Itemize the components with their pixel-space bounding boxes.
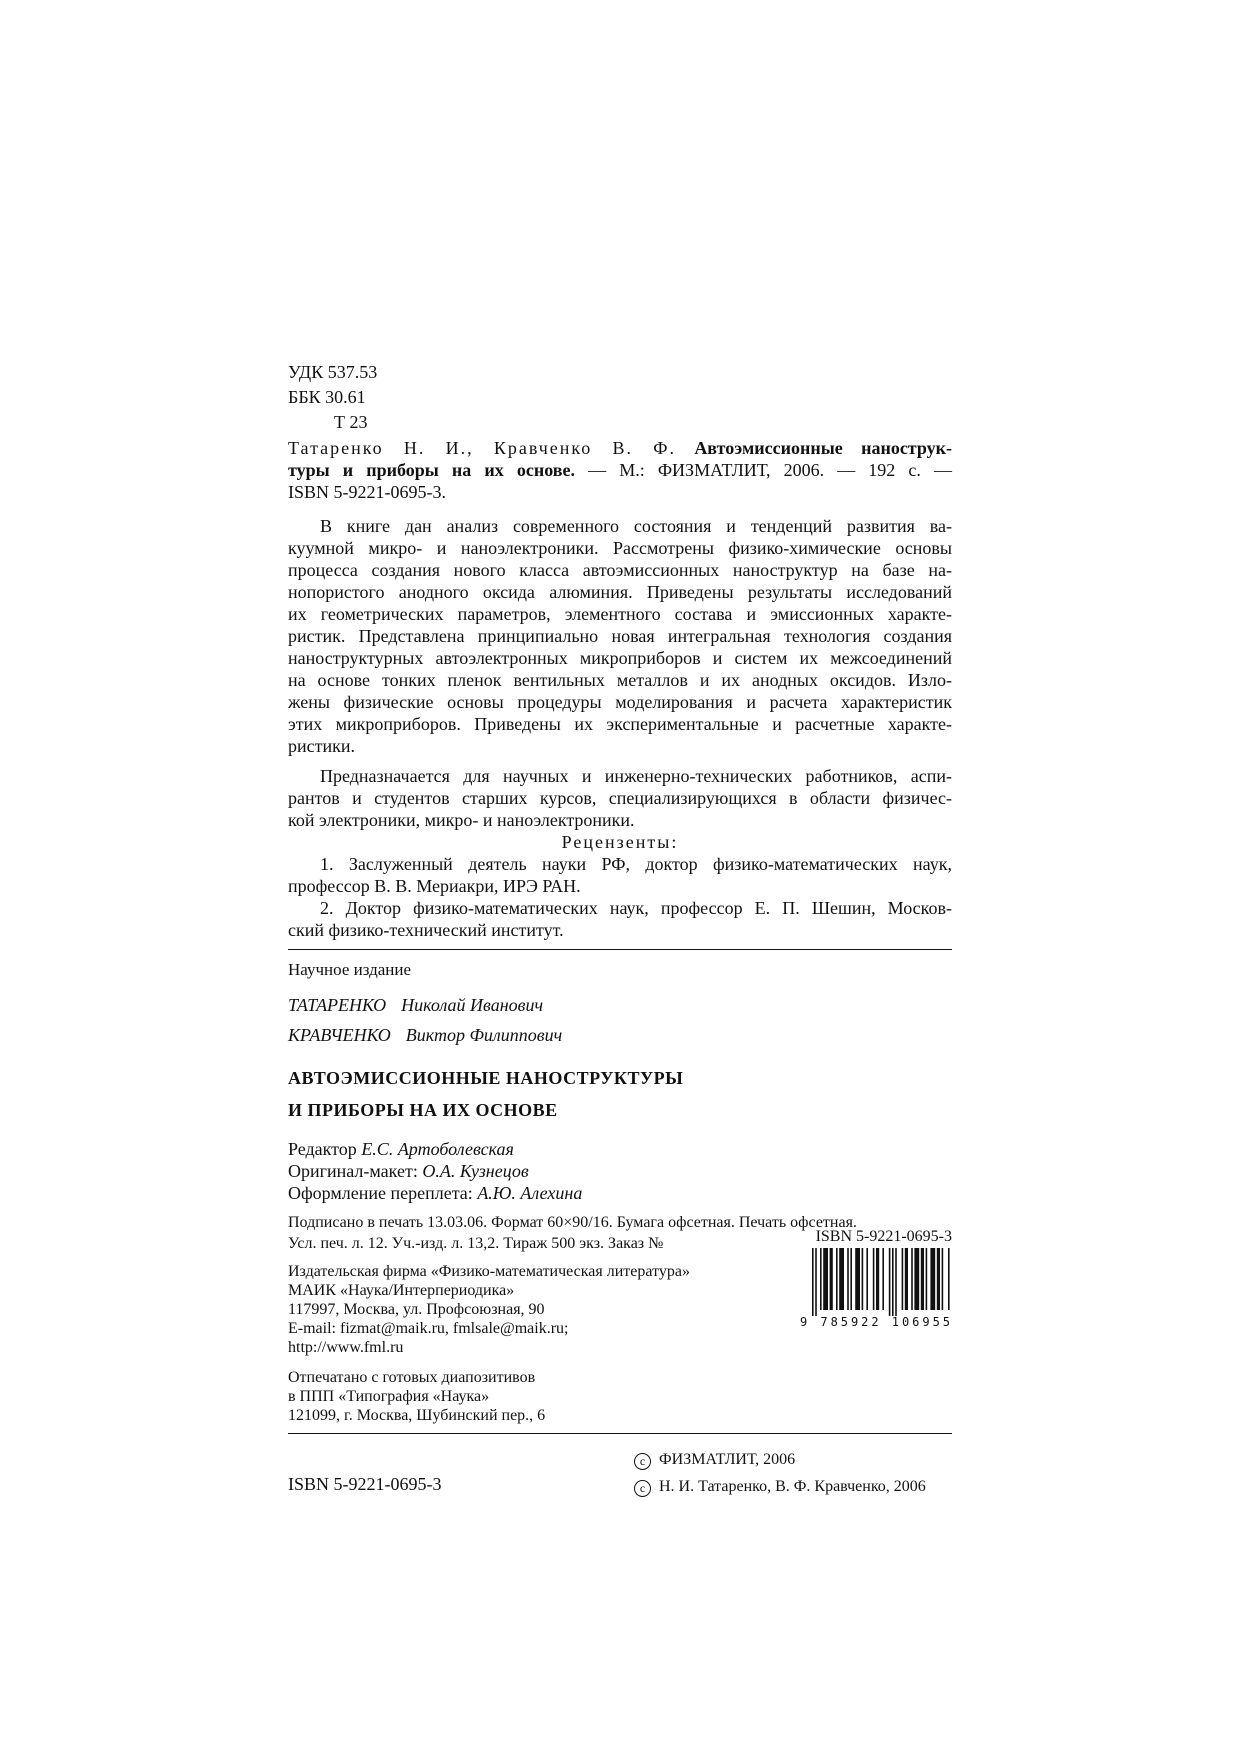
reviewers-heading: Рецензенты:	[561, 832, 679, 852]
copyright-text: ФИЗМАТЛИТ, 2006	[659, 1451, 796, 1468]
barcode-block	[798, 1228, 952, 1332]
edition-type: Научное издание	[288, 960, 412, 979]
abstract-line: процесса создания нового класса автоэмиссионных наноструктур на базе на-	[288, 560, 952, 580]
abstract-line: В книге дан анализ современного состояния и тенденций развития ва-	[320, 516, 952, 536]
abstract-line: на основе тонких пленок вентильных металлов и их анодных оксидов. Изло-	[288, 670, 952, 690]
book-title-line: И ПРИБОРЫ НА ИХ ОСНОВЕ	[288, 1100, 558, 1120]
abstract-line: их геометрических параметров, элементного состава и эмиссионных характе-	[288, 604, 952, 624]
barcode-bar	[921, 1248, 924, 1310]
barcode-icon	[798, 1246, 952, 1332]
printer-line: 121099, г. Москва, Шубинский пер., 6	[288, 1407, 546, 1424]
staff-role: Редактор	[288, 1139, 357, 1159]
abstract-line: куумной микро- и наноэлектроники. Рассмотрены физико-химические основы	[288, 538, 952, 558]
abstract-line: наноструктурных автоэлектронных микроприборов и систем их межсоединений	[288, 648, 952, 668]
reviewer-line: 1. Заслуженный деятель науки РФ, доктор физико-математических наук,	[320, 854, 952, 874]
printer-info	[288, 1368, 952, 1425]
reviewers	[288, 853, 952, 941]
reviewer-line: профессор В. В. Мериакри, ИРЭ РАН.	[288, 876, 581, 896]
staff-cover	[288, 1182, 952, 1204]
citation-authors: Татаренко Н. И., Кравченко В. Ф.	[288, 438, 677, 458]
abstract	[288, 515, 952, 757]
abstract-line: ристик. Представлена принципиально новая интегральная технология создания	[288, 626, 952, 646]
abstract-line: этих микроприборов. Приведены их экспериментальные и расчетные характе-	[288, 714, 952, 734]
barcode-bar	[930, 1248, 935, 1310]
bbk-code: ББК 30.61	[288, 387, 366, 407]
barcode-bar	[823, 1248, 828, 1310]
reviewer-line: ский физико-технический институт.	[288, 920, 564, 940]
citation-line-3: ISBN 5-9221-0695-3.	[288, 482, 446, 502]
publisher-line: 117997, Москва, ул. Профсоюзная, 90	[288, 1301, 545, 1318]
publisher-line: E-mail: fizmat@maik.ru, fmlsale@maik.ru;	[288, 1320, 569, 1337]
barcode-bar	[855, 1248, 860, 1310]
barcode-bar	[937, 1248, 940, 1310]
barcode-bar	[815, 1248, 817, 1316]
citation-line-2	[288, 459, 952, 481]
barcode-bar	[948, 1248, 950, 1310]
barcode-digits: 9 785922 106955	[800, 1315, 950, 1329]
copyright-line	[634, 1446, 926, 1473]
citation-title-part-1: Автоэмиссионные нанострук-	[694, 438, 953, 458]
barcode-bar	[847, 1248, 849, 1310]
abstract-line: ристики.	[288, 736, 355, 756]
author-surname: ТАТАРЕНКО	[288, 995, 387, 1015]
staff-credits	[288, 1138, 952, 1204]
printer-line: Отпечатано с готовых диапозитивов	[288, 1369, 536, 1386]
audience-line: рантов и студентов старших курсов, специализирующихся в области физичес-	[288, 788, 952, 808]
barcode-bar	[911, 1248, 913, 1310]
barcode-isbn: ISBN 5-9221-0695-3	[815, 1228, 952, 1245]
audience	[288, 765, 952, 831]
copyright-text: Н. И. Татаренко, В. Ф. Кравченко, 2006	[659, 1478, 926, 1495]
staff-layout	[288, 1160, 952, 1182]
isbn-bottom: ISBN 5-9221-0695-3	[288, 1474, 442, 1494]
staff-editor	[288, 1138, 952, 1160]
barcode-bar	[830, 1248, 833, 1310]
barcode-bar	[914, 1248, 919, 1310]
copyright-icon: c	[634, 1453, 651, 1470]
author-given-name: Виктор Филиппович	[405, 1025, 563, 1045]
barcode-bar	[942, 1248, 944, 1310]
copyright-icon: c	[634, 1480, 651, 1497]
publisher-line: http://www.fml.ru	[288, 1339, 404, 1356]
book-title	[288, 1062, 952, 1126]
print-info-line: Подписано в печать 13.03.06. Формат 60×90/16. Бумага офсетная. Печать офсетная.	[288, 1214, 857, 1231]
barcode-bar	[895, 1248, 897, 1316]
author-mark: Т 23	[334, 412, 368, 432]
imprint-page	[288, 362, 952, 1504]
audience-line: кой электроники, микро- и наноэлектроники.	[288, 810, 635, 830]
publisher-line: Издательская фирма «Физико-математическая литература»	[288, 1263, 690, 1280]
barcode-bar	[889, 1248, 891, 1316]
barcode-bar	[866, 1248, 868, 1310]
book-title-line: АВТОЭМИССИОННЫЕ НАНОСТРУКТУРЫ	[288, 1068, 684, 1088]
udk-code: УДК 537.53	[288, 362, 378, 382]
barcode-bar	[873, 1248, 875, 1310]
barcode-bar	[820, 1248, 822, 1310]
copyright-block	[634, 1446, 926, 1500]
publisher-line: МАИК «Наука/Интерпериодика»	[288, 1282, 515, 1299]
printer-line: в ППП «Типография «Наука»	[288, 1388, 490, 1405]
audience-line: Предназначается для научных и инженерно-технических работников, аспи-	[320, 766, 952, 786]
copyright-line	[634, 1473, 926, 1500]
barcode-bar	[892, 1248, 894, 1316]
reviewer-line: 2. Доктор физико-математических наук, профессор Е. П. Шешин, Москов-	[320, 898, 952, 918]
author-given-name: Николай Иванович	[401, 995, 544, 1015]
author-1	[288, 990, 952, 1020]
barcode-bar	[836, 1248, 838, 1310]
citation-title-part-2: туры и приборы на их основе.	[288, 460, 576, 480]
barcode-bar	[902, 1248, 904, 1310]
bibliographic-citation	[288, 437, 952, 503]
citation-publisher: — М.: ФИЗМАТЛИТ, 2006. — 192 с. —	[588, 460, 953, 480]
staff-role: Оформление переплета:	[288, 1183, 473, 1203]
footer-block	[288, 1434, 952, 1504]
author-surname: КРАВЧЕНКО	[288, 1025, 391, 1045]
staff-person: О.А. Кузнецов	[422, 1161, 529, 1181]
barcode-bar	[839, 1248, 844, 1310]
barcode-bar	[882, 1248, 884, 1310]
citation-line-1	[288, 437, 952, 459]
barcode-bar	[876, 1248, 879, 1310]
barcode-bar	[926, 1248, 928, 1310]
barcode-bar	[905, 1248, 908, 1310]
abstract-line: жены физические основы процедуры моделирования и расчета характеристик	[288, 692, 952, 712]
barcode-bar	[862, 1248, 864, 1310]
author-2	[288, 1020, 952, 1050]
staff-person: А.Ю. Алехина	[477, 1183, 583, 1203]
print-info-line: Усл. печ. л. 12. Уч.-изд. л. 13,2. Тираж 500 экз. Заказ №	[288, 1235, 664, 1252]
abstract-line: нопористого анодного оксида алюминия. Приведены результаты исследований	[288, 582, 952, 602]
barcode-bar	[850, 1248, 852, 1310]
barcode-bar	[812, 1248, 814, 1316]
staff-role: Оригинал-макет:	[288, 1161, 418, 1181]
staff-person: Е.С. Артоболевская	[361, 1139, 514, 1159]
